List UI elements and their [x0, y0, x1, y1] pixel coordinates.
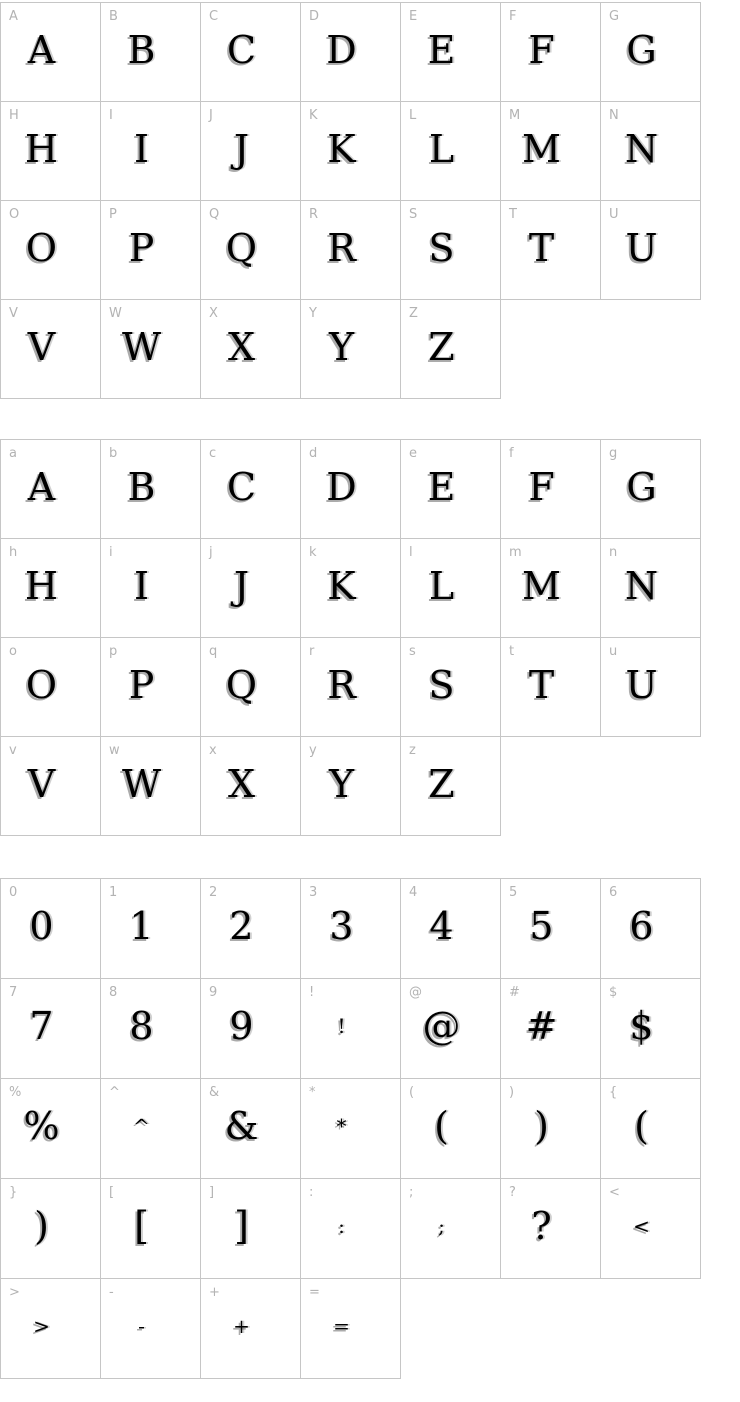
cell-glyph: G	[626, 28, 657, 72]
cell-label: C	[209, 9, 219, 24]
glyph-cell	[501, 638, 601, 737]
cell-glyph: 2	[229, 904, 254, 948]
cell-glyph: L	[428, 564, 455, 608]
glyph-cell	[101, 1279, 201, 1379]
glyph-cell	[401, 102, 501, 201]
glyph-cell	[101, 3, 201, 102]
cell-glyph: Z	[428, 325, 455, 369]
cell-glyph: 7	[29, 1004, 54, 1048]
glyph-cell	[201, 737, 301, 836]
glyph-cell	[601, 638, 701, 737]
cell-label: e	[409, 446, 417, 461]
cell-label: H	[9, 108, 19, 123]
cell-glyph: Y	[328, 762, 355, 806]
cell-label: E	[409, 9, 418, 24]
cell-glyph: O	[25, 226, 58, 270]
cell-glyph: 4	[429, 904, 454, 948]
cell-glyph: =	[333, 1314, 350, 1338]
glyph-cell	[101, 879, 201, 979]
glyph-cell	[201, 979, 301, 1079]
glyph-cell	[201, 1279, 301, 1379]
glyph-cell	[101, 201, 201, 300]
glyph-cell	[101, 638, 201, 737]
cell-glyph: T	[528, 663, 555, 707]
glyph-cell	[1, 3, 101, 102]
cell-glyph: $	[629, 1004, 654, 1048]
glyph-cell	[201, 539, 301, 638]
glyph-cell	[501, 979, 601, 1079]
cell-glyph: A	[27, 28, 56, 72]
cell-glyph: 9	[229, 1004, 254, 1048]
cell-label: ?	[509, 1185, 516, 1200]
glyph-cell	[301, 1179, 401, 1279]
cell-label: <	[609, 1185, 620, 1200]
glyph-cell	[401, 737, 501, 836]
glyph-cell	[301, 979, 401, 1079]
cell-label: u	[609, 644, 618, 659]
cell-label: B	[109, 9, 118, 24]
cell-glyph: Z	[428, 762, 455, 806]
cell-label: I	[109, 108, 113, 123]
cell-glyph: #	[525, 1004, 558, 1048]
cell-glyph: V	[27, 325, 56, 369]
cell-label: c	[209, 446, 217, 461]
cell-glyph: C	[226, 28, 257, 72]
cell-label: l	[409, 545, 413, 560]
cell-label: h	[9, 545, 18, 560]
cell-glyph: ^	[133, 1114, 150, 1138]
cell-label: p	[109, 644, 118, 659]
cell-glyph: (	[434, 1104, 449, 1148]
glyph-cell	[1, 201, 101, 300]
cell-label: -	[109, 1285, 114, 1300]
cell-label: !	[309, 985, 315, 1000]
cell-glyph: K	[327, 564, 356, 608]
cell-glyph: H	[24, 564, 59, 608]
cell-label: T	[509, 207, 517, 222]
cell-glyph: 5	[529, 904, 554, 948]
cell-label: a	[9, 446, 17, 461]
cell-glyph: J	[233, 127, 250, 171]
cell-glyph: I	[133, 127, 149, 171]
cell-label: y	[309, 743, 317, 758]
cell-glyph: 6	[629, 904, 654, 948]
cell-glyph: T	[528, 226, 555, 270]
cell-label: [	[109, 1185, 115, 1200]
glyph-cell	[201, 879, 301, 979]
cell-glyph: (	[634, 1104, 649, 1148]
cell-glyph: !	[337, 1014, 346, 1038]
glyph-cell	[601, 102, 701, 201]
glyph-cell	[101, 102, 201, 201]
cell-label: O	[9, 207, 20, 222]
cell-label: 1	[109, 885, 118, 900]
cell-glyph: F	[528, 28, 555, 72]
cell-glyph: A	[27, 465, 56, 509]
cell-glyph: 3	[329, 904, 354, 948]
cell-glyph: K	[327, 127, 356, 171]
cell-label: F	[509, 9, 517, 24]
cell-glyph: N	[624, 564, 659, 608]
cell-glyph: 0	[29, 904, 54, 948]
cell-label: k	[309, 545, 317, 560]
cell-label: +	[209, 1285, 220, 1300]
cell-glyph: U	[625, 226, 658, 270]
cell-label: ^	[109, 1085, 120, 1100]
glyph-cell	[401, 1079, 501, 1179]
cell-label: Q	[209, 207, 220, 222]
glyph-cell	[1, 879, 101, 979]
cell-glyph: ?	[531, 1204, 552, 1248]
cell-label: v	[9, 743, 17, 758]
cell-glyph: :	[338, 1214, 345, 1238]
cell-label: n	[609, 545, 618, 560]
glyph-cell	[101, 539, 201, 638]
glyph-cell	[301, 737, 401, 836]
glyph-cell	[201, 102, 301, 201]
glyph-cell	[401, 979, 501, 1079]
cell-glyph: W	[121, 762, 162, 806]
cell-label: W	[109, 306, 122, 321]
glyph-cell	[201, 440, 301, 539]
glyph-cell	[301, 300, 401, 399]
cell-glyph: J	[233, 564, 250, 608]
cell-label: {	[609, 1085, 618, 1100]
glyph-cell	[1, 1279, 101, 1379]
glyph-cell	[1, 102, 101, 201]
glyph-cell	[101, 300, 201, 399]
cell-label: Z	[409, 306, 418, 321]
cell-label: (	[409, 1085, 415, 1100]
glyph-cell	[1, 440, 101, 539]
glyph-cell	[201, 638, 301, 737]
cell-label: U	[609, 207, 619, 222]
cell-label: 3	[309, 885, 318, 900]
cell-label: }	[9, 1185, 18, 1200]
cell-glyph: O	[25, 663, 58, 707]
cell-glyph: C	[226, 465, 257, 509]
cell-glyph: U	[625, 663, 658, 707]
cell-label: 0	[9, 885, 18, 900]
cell-label: q	[209, 644, 218, 659]
uppercase-character-grid	[0, 2, 701, 399]
cell-glyph: )	[34, 1204, 49, 1248]
cell-glyph: X	[227, 325, 256, 369]
glyph-cell	[201, 3, 301, 102]
cell-label: N	[609, 108, 619, 123]
glyph-cell	[301, 102, 401, 201]
cell-glyph: W	[121, 325, 162, 369]
cell-glyph: Q	[225, 663, 258, 707]
cell-label: S	[409, 207, 418, 222]
glyph-cell	[601, 1079, 701, 1179]
glyph-cell	[401, 300, 501, 399]
glyph-cell	[1, 638, 101, 737]
cell-label: >	[9, 1285, 20, 1300]
cell-glyph: B	[127, 28, 156, 72]
cell-label: 7	[9, 985, 18, 1000]
glyph-cell	[1, 539, 101, 638]
cell-glyph: H	[24, 127, 59, 171]
cell-glyph: G	[626, 465, 657, 509]
glyph-cell	[201, 201, 301, 300]
cell-glyph: 1	[129, 904, 154, 948]
cell-label: :	[309, 1185, 314, 1200]
cell-glyph: 8	[129, 1004, 154, 1048]
cell-glyph: *	[336, 1114, 347, 1138]
glyph-cell	[301, 638, 401, 737]
cell-glyph: E	[427, 28, 456, 72]
glyph-cell	[301, 1079, 401, 1179]
glyph-cell	[401, 539, 501, 638]
cell-label: 6	[609, 885, 618, 900]
glyph-cell	[601, 201, 701, 300]
cell-glyph: M	[522, 564, 561, 608]
cell-glyph: E	[427, 465, 456, 509]
cell-label: 5	[509, 885, 518, 900]
cell-label: x	[209, 743, 217, 758]
cell-label: r	[309, 644, 315, 659]
cell-label: 9	[209, 985, 218, 1000]
cell-glyph: ]	[234, 1204, 249, 1248]
cell-glyph: X	[227, 762, 256, 806]
cell-label: w	[109, 743, 120, 758]
glyph-cell	[301, 3, 401, 102]
cell-glyph: Q	[225, 226, 258, 270]
cell-label: Y	[309, 306, 317, 321]
cell-label: L	[409, 108, 417, 123]
cell-glyph: S	[428, 226, 455, 270]
cell-label: g	[609, 446, 618, 461]
glyph-cell	[1, 979, 101, 1079]
cell-glyph: L	[428, 127, 455, 171]
glyph-cell	[401, 879, 501, 979]
glyph-cell	[501, 102, 601, 201]
glyph-cell	[101, 737, 201, 836]
cell-label: =	[309, 1285, 320, 1300]
glyph-cell	[501, 1179, 601, 1279]
glyph-cell	[501, 440, 601, 539]
cell-glyph: R	[327, 663, 356, 707]
cell-label: z	[409, 743, 416, 758]
cell-glyph: D	[326, 465, 357, 509]
cell-label: i	[109, 545, 113, 560]
glyph-cell	[501, 539, 601, 638]
cell-label: %	[9, 1085, 22, 1100]
cell-glyph: F	[528, 465, 555, 509]
cell-label: *	[309, 1085, 316, 1100]
cell-glyph: &	[224, 1104, 259, 1148]
cell-label: t	[509, 644, 515, 659]
cell-label: 4	[409, 885, 418, 900]
glyph-cell	[101, 1179, 201, 1279]
cell-label: 2	[209, 885, 218, 900]
glyph-cell	[301, 440, 401, 539]
glyph-cell	[201, 1179, 301, 1279]
cell-glyph: [	[134, 1204, 149, 1248]
cell-glyph: )	[534, 1104, 549, 1148]
glyph-cell	[1, 300, 101, 399]
cell-glyph: N	[624, 127, 659, 171]
cell-label: P	[109, 207, 117, 222]
cell-label: b	[109, 446, 118, 461]
glyph-cell	[401, 201, 501, 300]
glyph-cell	[401, 440, 501, 539]
glyph-cell	[101, 1079, 201, 1179]
glyph-cell	[201, 1079, 301, 1179]
cell-label: &	[209, 1085, 220, 1100]
cell-label: 8	[109, 985, 118, 1000]
cell-label: @	[409, 985, 422, 1000]
cell-glyph: M	[522, 127, 561, 171]
cell-glyph: Y	[328, 325, 355, 369]
lowercase-character-grid	[0, 439, 701, 836]
cell-label: j	[209, 545, 213, 560]
cell-glyph: B	[127, 465, 156, 509]
glyph-cell	[101, 440, 201, 539]
glyph-cell	[401, 1179, 501, 1279]
cell-glyph: D	[326, 28, 357, 72]
cell-label: M	[509, 108, 521, 123]
cell-label: ;	[409, 1185, 414, 1200]
cell-glyph: >	[33, 1314, 50, 1338]
cell-label: m	[509, 545, 522, 560]
cell-label: A	[9, 9, 18, 24]
cell-glyph: <	[633, 1214, 650, 1238]
cell-glyph: %	[23, 1104, 60, 1148]
cell-label: J	[209, 108, 213, 123]
cell-glyph: V	[27, 762, 56, 806]
glyph-cell	[1, 1079, 101, 1179]
cell-label: s	[409, 644, 416, 659]
glyph-cell	[401, 3, 501, 102]
glyph-cell	[301, 1279, 401, 1379]
cell-label: K	[309, 108, 318, 123]
glyph-cell	[301, 879, 401, 979]
glyph-cell	[501, 3, 601, 102]
cell-label: $	[609, 985, 618, 1000]
cell-label: D	[309, 9, 320, 24]
cell-label: ]	[209, 1185, 215, 1200]
glyph-cell	[601, 3, 701, 102]
glyph-cell	[301, 539, 401, 638]
cell-glyph: +	[233, 1314, 250, 1338]
cell-glyph: I	[133, 564, 149, 608]
glyph-cell	[201, 300, 301, 399]
cell-glyph: P	[128, 226, 155, 270]
cell-label: G	[609, 9, 620, 24]
cell-label: R	[309, 207, 319, 222]
cell-label: f	[509, 446, 514, 461]
cell-label: o	[9, 644, 17, 659]
cell-glyph: S	[428, 663, 455, 707]
glyph-cell	[501, 201, 601, 300]
numbers-symbols-character-grid	[0, 878, 701, 1379]
glyph-cell	[401, 638, 501, 737]
glyph-cell	[1, 737, 101, 836]
glyph-cell	[601, 979, 701, 1079]
glyph-cell	[301, 201, 401, 300]
glyph-cell	[601, 539, 701, 638]
glyph-cell	[601, 1179, 701, 1279]
glyph-cell	[1, 1179, 101, 1279]
cell-glyph: P	[128, 663, 155, 707]
glyph-cell	[501, 879, 601, 979]
glyph-cell	[601, 879, 701, 979]
cell-label: X	[209, 306, 218, 321]
cell-glyph: @	[422, 1004, 461, 1048]
cell-label: #	[509, 985, 520, 1000]
glyph-cell	[101, 979, 201, 1079]
cell-glyph: -	[138, 1314, 145, 1338]
cell-glyph: ;	[438, 1214, 445, 1238]
glyph-cell	[501, 1079, 601, 1179]
cell-label: )	[509, 1085, 515, 1100]
cell-label: d	[309, 446, 318, 461]
glyph-cell	[601, 440, 701, 539]
cell-glyph: R	[327, 226, 356, 270]
cell-label: V	[9, 306, 18, 321]
